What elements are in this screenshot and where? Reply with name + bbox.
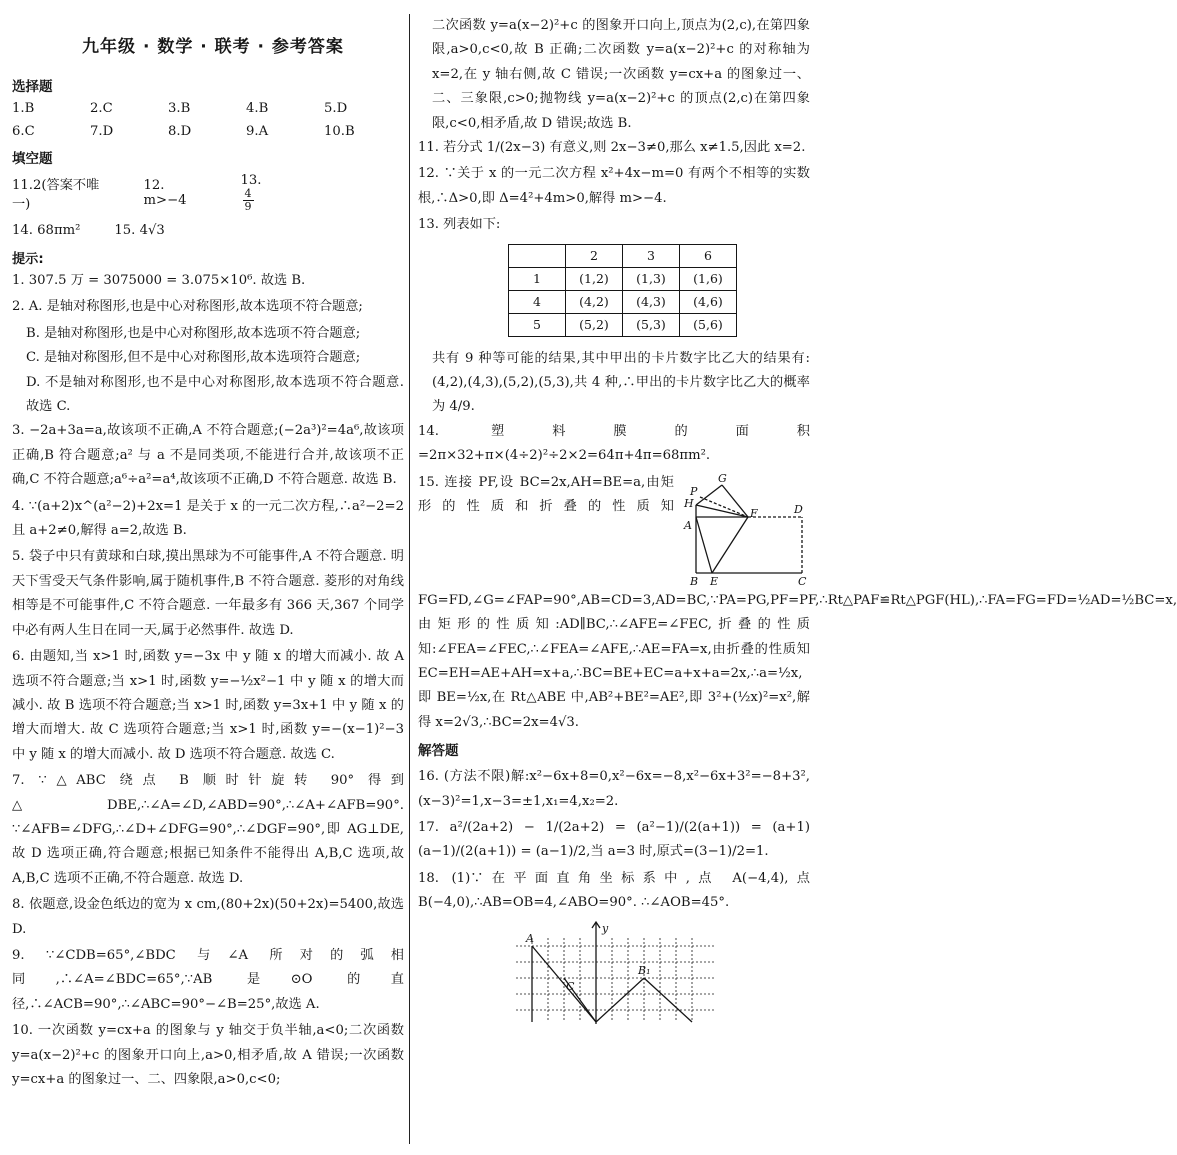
- table-cell: (5,3): [623, 313, 680, 336]
- table-row: [509, 313, 737, 336]
- hint-item-10-cont: 二次函数 y=a(x−2)²+c 的图象开口向上,顶点为(2,c),在第四象限,a>0,c<0,故 B 正确;二次函数 y=a(x−2)²+c 的对称轴为 x=2,在 y 轴右侧,故 C 错误;一次函数 y=cx+a 的图象过一、二、三象限,c>0;抛物线 y=a(x−2)²+c 的顶点(2,c)在第四象限,c<0,相矛盾,故 D 错误;故选 B.: [432, 18, 810, 131]
- table-cell: 3: [623, 244, 680, 267]
- choice-answer: 3.B: [168, 101, 191, 116]
- choice-answer: 2.C: [90, 101, 113, 116]
- fold-rectangle-figure: [682, 471, 810, 588]
- choice-answer: 6.C: [12, 124, 35, 139]
- fill-row-1: [12, 173, 404, 213]
- section-answer-heading: 解答题: [418, 743, 459, 760]
- table-header-row: [509, 244, 737, 267]
- hint-item-13-cont: 共有 9 种等可能的结果,其中甲出的卡片数字比乙大的结果有:(4,2),(4,3),(5,2),(5,3),共 4 种,∴甲出的卡片数字比乙大的概率为 4/9.: [432, 350, 810, 415]
- right-column: [418, 14, 1177, 1030]
- hint-item-13: 13. 列表如下:: [418, 217, 501, 233]
- hint-item-8: 8. 依题意,设金色纸边的宽为 x cm,(80+2x)(50+2x)=5400,故选 D.: [12, 897, 404, 937]
- table-cell: [509, 244, 566, 267]
- fill-row-2: [12, 223, 404, 238]
- left-column: [12, 14, 404, 1094]
- fill-answer-11: 11.2(答案不唯一): [12, 178, 100, 212]
- fill-answer-15: 15. 4√3: [114, 223, 165, 238]
- hint-item-1: 1. 307.5 万 = 3075000 = 3.075×10⁶. 故选 B.: [12, 273, 306, 288]
- table-cell: (5,2): [566, 313, 623, 336]
- fill-answer-13-prefix: 13.: [240, 173, 262, 188]
- fraction-denominator: 9: [244, 200, 252, 213]
- point-label: B: [690, 574, 699, 588]
- choice-answer: 5.D: [324, 101, 348, 116]
- hint-item-2: 2. A. 是轴对称图形,也是中心对称图形,故本选项不符合题意;: [12, 299, 363, 315]
- choice-row-2: [12, 124, 404, 139]
- section-fill-heading: 填空题: [12, 151, 53, 167]
- point-label: C: [798, 574, 807, 588]
- choice-row-1: [12, 101, 404, 116]
- point-label: A: [684, 518, 692, 532]
- choice-answer: 1.B: [12, 101, 35, 116]
- table-cell: 4: [509, 290, 566, 313]
- table-cell: 5: [509, 313, 566, 336]
- point-label: C: [566, 979, 575, 993]
- item-15-block: [418, 471, 1177, 735]
- hint-item-2-d: D. 不是轴对称图形,也不是中心对称图形,故本选项不符合题意. 故选 C.: [26, 374, 404, 415]
- hint-item-2-b: B. 是轴对称图形,也是中心对称图形,故本选项不符合题意;: [26, 325, 361, 341]
- outcome-table: [508, 244, 737, 337]
- point-label: G: [718, 471, 727, 485]
- point-label: D: [794, 502, 803, 516]
- fill-answer-12: 12. m>−4: [143, 178, 187, 208]
- page-title: 九年级 · 数学 · 联考 · 参考答案: [82, 37, 344, 57]
- hint-item-3: 3. −2a+3a=a,故该项不正确,A 不符合题意;(−2a³)²=4a⁶,故该项正确,B 符合题意;a² 与 a 不是同类项,不能进行合并,故该项不正确,C 不符合题意;a⁶÷a²=a⁴,故该项不正确,D 不符合题意. 故选 B.: [12, 423, 404, 488]
- fill-answer-13: [241, 173, 370, 213]
- fraction: [243, 188, 288, 213]
- hint-item-15: 15. 连接 PF,设 BC=2x,AH=BE=a,由矩形的性质和折叠的性质知 FG=FD,∠G=∠FAP=90°,AB=CD=3,AD=BC,∵PA=PG,PF=PF,∴Rt△PAF≌Rt△PGF(HL),∴FA=FG=FD=½AD=½BC=x,由矩形的性质知:AD∥BC,∴∠AFE=∠FEC,折叠的性质知:∠FEA=∠FEC,∴∠FEA=∠AFE,∴AE=FA=x,由折叠的性质知 EC=EH=AE+AH=x+a,∴BC=BE+EC=a+x+a=2x,∴a=½x,即 BE=½x,在 Rt△ABE 中,AB²+BE²=AE²,即 3²+(½x)²=x²,解得 x=2√3,∴BC=2x=4√3.: [418, 474, 1177, 730]
- point-label: H: [684, 496, 694, 510]
- table-cell: 1: [509, 267, 566, 290]
- fraction-numerator: 4: [244, 187, 252, 200]
- hint-item-4: 4. ∵(a+2)x^(a²−2)+2x=1 是关于 x 的一元二次方程,∴a²−2=2 且 a+2≠0,解得 a=2,故选 B.: [12, 498, 404, 539]
- hint-item-14: 14. 塑料膜的面积=2π×32+π×(4÷2)²÷2×2=64π+4π=68πm².: [418, 423, 810, 464]
- hint-item-10: 10. 一次函数 y=cx+a 的图象与 y 轴交于负半轴,a<0;二次函数 y=a(x−2)²+c 的图象开口向上,a>0,相矛盾,故 A 错误;一次函数 y=cx+a 的图象过一、二、四象限,a>0,c<0;: [12, 1023, 404, 1087]
- choice-answer: 9.A: [246, 124, 269, 139]
- table-cell: (5,6): [680, 313, 737, 336]
- table-cell: (4,2): [566, 290, 623, 313]
- axis-label: y: [602, 921, 609, 935]
- table-cell: (1,2): [566, 267, 623, 290]
- choice-answer: 4.B: [246, 101, 269, 116]
- table-cell: (4,6): [680, 290, 737, 313]
- choice-answer: 8.D: [168, 124, 192, 139]
- fill-answer-14: 14. 68πm²: [12, 223, 81, 238]
- coordinate-grid-figure: [506, 918, 726, 1030]
- section-hint-heading: 提示:: [12, 252, 44, 267]
- point-label: F: [750, 506, 758, 520]
- column-divider: [409, 14, 410, 1144]
- hint-item-5: 5. 袋子中只有黄球和白球,摸出黑球为不可能事件,A 不符合题意. 明天下雪受天气条件影响,属于随机事件,B 不符合题意. 菱形的对角线相等是不可能事件,C 不符合题意. 一年最多有 366 天,367 个同学中必有两人生日在同一天,属于必然事件. 故选 D.: [12, 549, 404, 638]
- point-label: P: [690, 484, 698, 498]
- hint-item-12: 12. ∵关于 x 的一元二次方程 x²+4x−m=0 有两个不相等的实数根,∴Δ>0,即 Δ=4²+4m>0,解得 m>−4.: [418, 166, 810, 206]
- solution-18: 18. (1)∵在平面直角坐标系中,点 A(−4,4),点 B(−4,0),∴AB=OB=4,∠ABO=90°. ∴∠AOB=45°.: [418, 870, 810, 911]
- solution-16: 16. (方法不限)解:x²−6x+8=0,x²−6x=−8,x²−6x+3²=−8+3²,(x−3)²=1,x−3=±1,x₁=4,x₂=2.: [418, 769, 810, 809]
- table-cell: (1,6): [680, 267, 737, 290]
- table-row: [509, 290, 737, 313]
- choice-answer: 7.D: [90, 124, 114, 139]
- table-cell: (4,3): [623, 290, 680, 313]
- hint-item-6: 6. 由题知,当 x>1 时,函数 y=−3x 中 y 随 x 的增大而减小. 故 A 选项不符合题意;当 x>1 时,函数 y=−½x²−1 中 y 随 x 的增大而减小. 故 B 选项不符合题意;当 x>1 时,函数 y=3x+1 中 y 随 x 的增大而增大. 故 C 选项符合题意;当 x>1 时,函数 y=−(x−1)²−3 中 y 随 x 的增大而减小. 故 D 选项不符合题意. 故选 C.: [12, 649, 404, 762]
- point-label: B₁: [638, 963, 651, 977]
- table-cell: 2: [566, 244, 623, 267]
- hint-item-11: 11. 若分式 1/(2x−3) 有意义,则 2x−3≠0,那么 x≠1.5,因此 x=2.: [418, 140, 806, 156]
- table-cell: 6: [680, 244, 737, 267]
- choice-answer: 10.B: [324, 124, 355, 139]
- table-row: [509, 267, 737, 290]
- hint-item-2-c: C. 是轴对称图形,但不是中心对称图形,故本选项符合题意;: [26, 350, 361, 366]
- hint-item-9: 9. ∵∠CDB=65°,∠BDC 与∠A 所对的弧相同,∴∠A=∠BDC=65°,∵AB 是⊙O 的直径,∴∠ACB=90°,∴∠ABC=90°−∠B=25°,故选 A.: [12, 947, 404, 1012]
- point-label: E: [710, 574, 719, 588]
- hint-item-7: 7. ∵△ABC 绕点 B 顺时针旋转 90° 得到△DBE,∴∠A=∠D,∠ABD=90°,∴∠A+∠AFB=90°. ∵∠AFB=∠DFG,∴∠D+∠DFG=90°,∴∠DGF=90°,即 AG⊥DE,故 D 选项正确,符合题意;根据已知条件不能得出 A,B,C 选项,故 A,B,C 选项不正确,不符合题意. 故选 D.: [12, 773, 404, 886]
- table-cell: (1,3): [623, 267, 680, 290]
- section-choice-heading: 选择题: [12, 79, 53, 95]
- point-label: A: [526, 931, 534, 945]
- solution-17: 17. a²/(2a+2) − 1/(2a+2) = (a²−1)/(2(a+1)) = (a+1)(a−1)/(2(a+1)) = (a−1)/2,当 a=3 时,原式=(3−1)/2=1.: [418, 819, 810, 860]
